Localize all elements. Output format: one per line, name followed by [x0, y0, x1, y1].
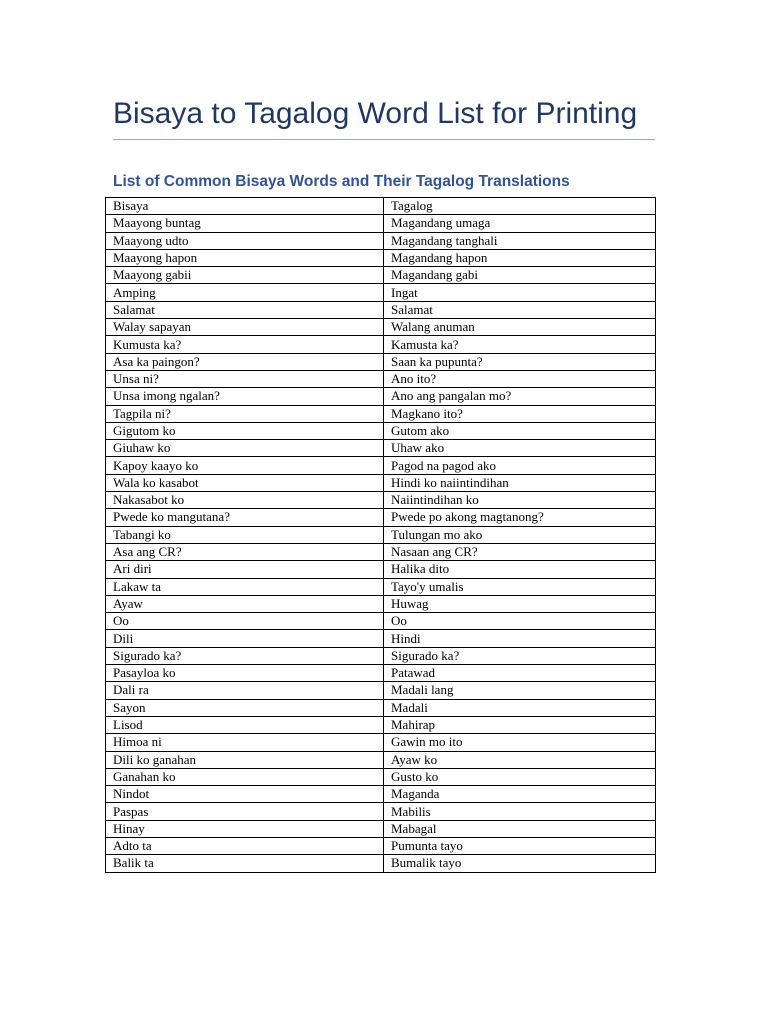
- bisaya-cell: Wala ko kasabot: [106, 474, 384, 491]
- tagalog-cell: Halika dito: [384, 561, 656, 578]
- tagalog-cell: Bumalik tayo: [384, 855, 656, 872]
- table-row: [106, 284, 656, 301]
- bisaya-cell: Ganahan ko: [106, 768, 384, 785]
- tagalog-cell: Gusto ko: [384, 768, 656, 785]
- bisaya-cell: Balik ta: [106, 855, 384, 872]
- bisaya-cell: Sigurado ka?: [106, 647, 384, 664]
- bisaya-cell: Tagpila ni?: [106, 405, 384, 422]
- table-row: [106, 561, 656, 578]
- bisaya-cell: Lisod: [106, 716, 384, 733]
- table-row: [106, 405, 656, 422]
- tagalog-cell: Naiintindihan ko: [384, 492, 656, 509]
- table-row: [106, 319, 656, 336]
- table-row: [106, 301, 656, 318]
- tagalog-cell: Tulungan mo ako: [384, 526, 656, 543]
- table-row: [106, 699, 656, 716]
- header-tagalog: Tagalog: [384, 198, 656, 215]
- tagalog-cell: Magkano ito?: [384, 405, 656, 422]
- bisaya-cell: Paspas: [106, 803, 384, 820]
- tagalog-cell: Uhaw ako: [384, 440, 656, 457]
- bisaya-cell: Himoa ni: [106, 734, 384, 751]
- table-row: [106, 370, 656, 387]
- table-row: [106, 509, 656, 526]
- bisaya-cell: Asa ang CR?: [106, 543, 384, 560]
- table-row: [106, 837, 656, 854]
- table-row: [106, 855, 656, 872]
- bisaya-cell: Unsa imong ngalan?: [106, 388, 384, 405]
- tagalog-cell: Gutom ako: [384, 422, 656, 439]
- bisaya-cell: Amping: [106, 284, 384, 301]
- table-row: [106, 267, 656, 284]
- header-bisaya: Bisaya: [106, 198, 384, 215]
- tagalog-cell: Ano ito?: [384, 370, 656, 387]
- bisaya-cell: Nakasabot ko: [106, 492, 384, 509]
- tagalog-cell: Walang anuman: [384, 319, 656, 336]
- table-row: [106, 543, 656, 560]
- tagalog-cell: Saan ka pupunta?: [384, 353, 656, 370]
- bisaya-cell: Gigutom ko: [106, 422, 384, 439]
- table-row: [106, 422, 656, 439]
- tagalog-cell: Madali lang: [384, 682, 656, 699]
- tagalog-cell: Ayaw ko: [384, 751, 656, 768]
- bisaya-cell: Sayon: [106, 699, 384, 716]
- table-row: [106, 768, 656, 785]
- table-row: [106, 578, 656, 595]
- tagalog-cell: Ano ang pangalan mo?: [384, 388, 656, 405]
- tagalog-cell: Magandang tanghali: [384, 232, 656, 249]
- tagalog-cell: Huwag: [384, 595, 656, 612]
- word-table-body: [106, 198, 656, 873]
- tagalog-cell: Maganda: [384, 786, 656, 803]
- tagalog-cell: Salamat: [384, 301, 656, 318]
- tagalog-cell: Patawad: [384, 665, 656, 682]
- table-row: [106, 388, 656, 405]
- table-row: [106, 336, 656, 353]
- tagalog-cell: Pwede po akong magtanong?: [384, 509, 656, 526]
- tagalog-cell: Mabagal: [384, 820, 656, 837]
- tagalog-cell: Hindi ko naiintindihan: [384, 474, 656, 491]
- bisaya-cell: Maayong buntag: [106, 215, 384, 232]
- table-row: [106, 803, 656, 820]
- table-row: [106, 613, 656, 630]
- tagalog-cell: Kamusta ka?: [384, 336, 656, 353]
- bisaya-cell: Maayong hapon: [106, 249, 384, 266]
- table-row: [106, 786, 656, 803]
- table-row: [106, 820, 656, 837]
- tagalog-cell: Mabilis: [384, 803, 656, 820]
- tagalog-cell: Sigurado ka?: [384, 647, 656, 664]
- bisaya-cell: Ayaw: [106, 595, 384, 612]
- tagalog-cell: Tayo'y umalis: [384, 578, 656, 595]
- bisaya-cell: Kumusta ka?: [106, 336, 384, 353]
- tagalog-cell: Pumunta tayo: [384, 837, 656, 854]
- bisaya-cell: Dali ra: [106, 682, 384, 699]
- bisaya-cell: Ari diri: [106, 561, 384, 578]
- table-row: [106, 526, 656, 543]
- bisaya-cell: Unsa ni?: [106, 370, 384, 387]
- document-title: Bisaya to Tagalog Word List for Printing: [113, 97, 638, 130]
- tagalog-cell: Magandang hapon: [384, 249, 656, 266]
- table-row: [106, 440, 656, 457]
- bisaya-cell: Walay sapayan: [106, 319, 384, 336]
- tagalog-cell: Nasaan ang CR?: [384, 543, 656, 560]
- tagalog-cell: Ingat: [384, 284, 656, 301]
- table-header-row: [106, 198, 656, 215]
- table-row: [106, 457, 656, 474]
- table-row: [106, 474, 656, 491]
- table-row: [106, 353, 656, 370]
- tagalog-cell: Pagod na pagod ako: [384, 457, 656, 474]
- table-row: [106, 595, 656, 612]
- bisaya-cell: Giuhaw ko: [106, 440, 384, 457]
- bisaya-cell: Hinay: [106, 820, 384, 837]
- table-row: [106, 249, 656, 266]
- tagalog-cell: Madali: [384, 699, 656, 716]
- bisaya-cell: Asa ka paingon?: [106, 353, 384, 370]
- tagalog-cell: Gawin mo ito: [384, 734, 656, 751]
- bisaya-cell: Maayong gabii: [106, 267, 384, 284]
- tagalog-cell: Hindi: [384, 630, 656, 647]
- table-row: [106, 647, 656, 664]
- bisaya-cell: Nindot: [106, 786, 384, 803]
- bisaya-cell: Dili: [106, 630, 384, 647]
- table-row: [106, 232, 656, 249]
- bisaya-cell: Dili ko ganahan: [106, 751, 384, 768]
- bisaya-cell: Pasayloa ko: [106, 665, 384, 682]
- table-row: [106, 492, 656, 509]
- tagalog-cell: Magandang gabi: [384, 267, 656, 284]
- tagalog-cell: Mahirap: [384, 716, 656, 733]
- table-row: [106, 734, 656, 751]
- bisaya-cell: Pwede ko mangutana?: [106, 509, 384, 526]
- tagalog-cell: Oo: [384, 613, 656, 630]
- bisaya-cell: Lakaw ta: [106, 578, 384, 595]
- title-underline: [113, 139, 655, 140]
- section-heading: List of Common Bisaya Words and Their Tagalog Translations: [113, 173, 570, 190]
- tagalog-cell: Magandang umaga: [384, 215, 656, 232]
- bisaya-cell: Salamat: [106, 301, 384, 318]
- bisaya-cell: Tabangi ko: [106, 526, 384, 543]
- table-row: [106, 665, 656, 682]
- bisaya-cell: Kapoy kaayo ko: [106, 457, 384, 474]
- bisaya-cell: Adto ta: [106, 837, 384, 854]
- bisaya-cell: Oo: [106, 613, 384, 630]
- table-row: [106, 215, 656, 232]
- word-table: [105, 197, 656, 873]
- table-row: [106, 630, 656, 647]
- table-row: [106, 751, 656, 768]
- table-row: [106, 716, 656, 733]
- table-row: [106, 682, 656, 699]
- bisaya-cell: Maayong udto: [106, 232, 384, 249]
